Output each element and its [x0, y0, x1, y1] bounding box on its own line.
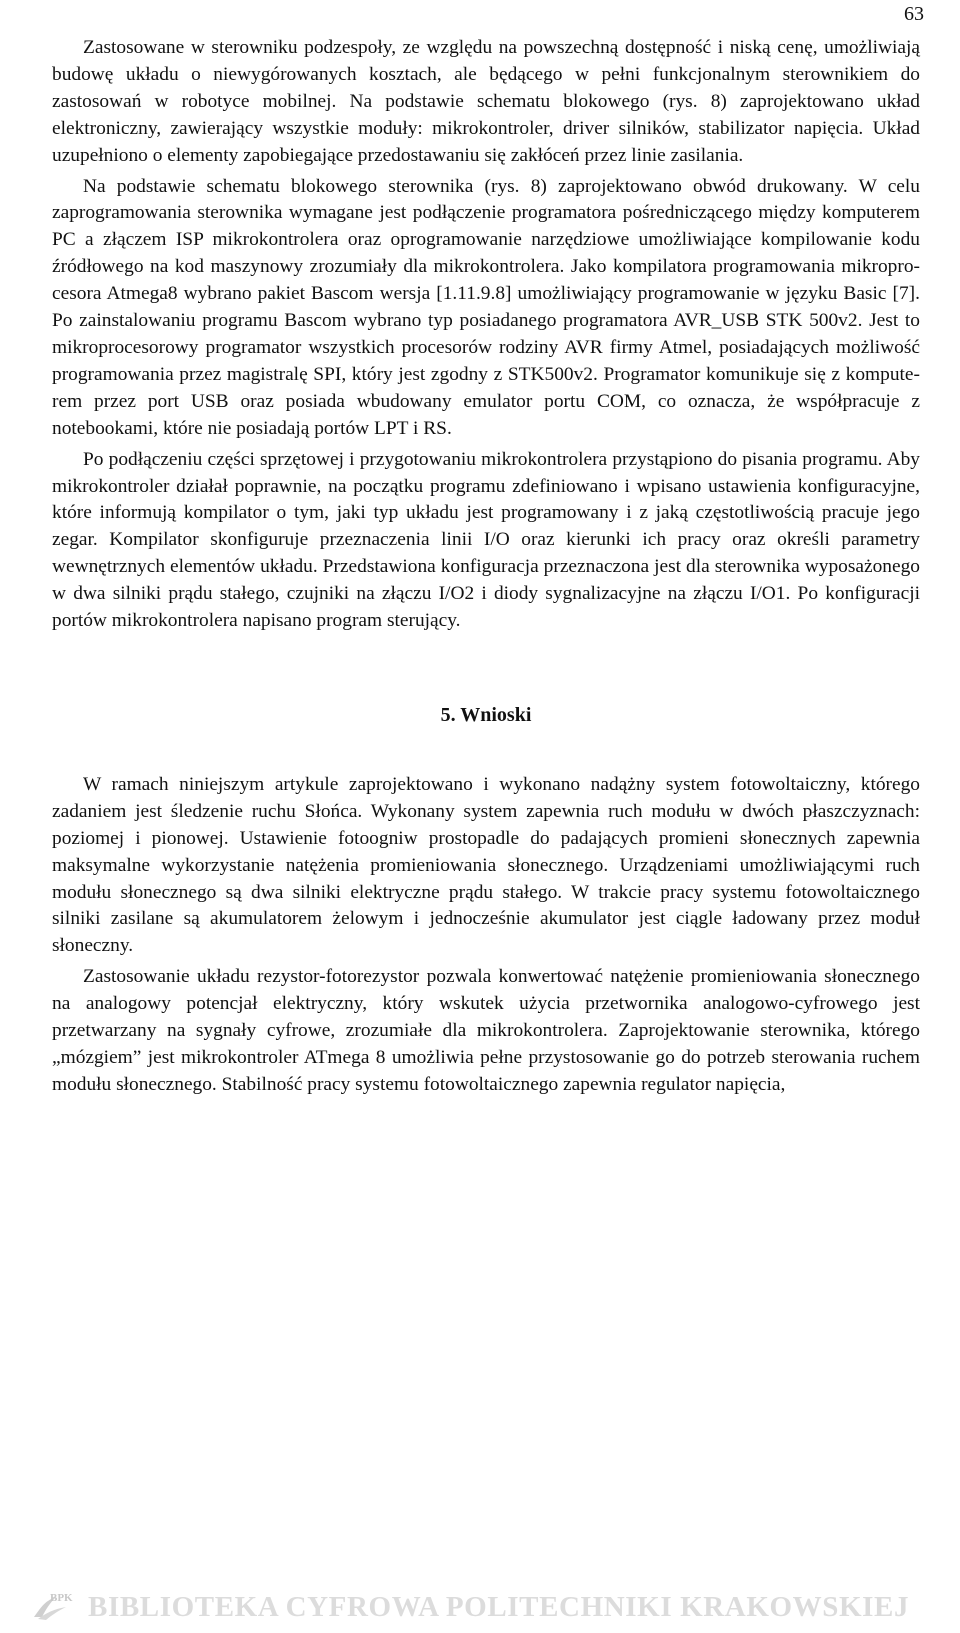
body-paragraph: Po podłączeniu części sprzętowej i przygotowaniu mikrokontrolera przystąpiono do pisania programu. Aby mikrokontroler działał poprawnie, na początku programu zdefiniowano i wpisano ustawienia konfiguracyjne, które informują kompilator o tym, jaki typ układu jest programowany i z jaką częstotliwością pracuje jego zegar. Kompilator skonfiguruje przeznaczenia linii I/O oraz kierunki ich pracy oraz określi parametry wewnętrznych elementów układu. Przedstawiona konfiguracja przeznaczona jest dla sterownika wyposażonego w dwa silniki prądu stałego, czujniki na złączu I/O2 i diody sygnalizacyjne na złączu I/O1. Po konfiguracji portów mikrokontrolera napisano program sterujący.	[52, 448, 920, 632]
body-paragraph: W ramach niniejszym artykule zaprojektowano i wykonano nadążny system fotowoltaiczny, którego zadaniem jest śledzenie ruchu Słońca. Wykonany system zapewnia ruch modułu w dwóch płaszczyznach: poziomej i pionowej. Ustawienie fotoogniw prostopadle do padających promieni słonecznych zapewnia maksymalne wykorzystanie natężenia promieniowania słonecznego. Urządzeniami umożliwiającymi ruch modułu słonecznego są dwa silniki elektryczne prądu stałego. W trakcie pracy systemu fotowoltaicznego silniki zasilane są akumulatorem żelowym i jednocześnie akumulator jest ciągle ładowany przez moduł słoneczny.	[52, 773, 920, 957]
body-paragraph: Zastosowane w sterowniku podzespoły, ze względu na powszechną dostępność i niską cenę, umożliwiają budowę układu o niewygórowanych kosztach, ale będącego w pełni funkcjonalnym sterownikiem do zastosowań w robotyce mobilnej. Na podstawie schematu blokowego (rys. 8) zaprojektowano układ elektroniczny, zawierający wszystkie moduły: mikrokontroler, driver silników, stabilizator napięcia. Układ uzupełniono o elementy zapobiegające przedostawaniu się zakłóceń przez linie zasilania.	[52, 37, 920, 166]
library-watermark	[28, 1587, 938, 1627]
svg-text:BPK: BPK	[50, 1592, 73, 1604]
watermark-text: BIBLIOTEKA CYFROWA POLITECHNIKI KRAKOWSKIEJ	[88, 1591, 910, 1623]
body-paragraph: Zastosowanie układu rezystor-fotorezystor pozwala konwertować natężenie promieniowania słonecznego na analogowy potencjał elektryczny, który wskutek użycia przetwornika analogowo-cyfrowego jest przetwarzany na sygnały cyfrowe, zrozumiałe dla mikrokontrolera. Zaprojektowanie sterownika, którego „mózgiem” jest mikrokontroler ATmega 8 umożliwia pełne przystosowanie go do potrzeb sterowania ruchem modułu słonecznego. Stabilność pracy systemu fotowoltaicznego zapewnia regulator napięcia,	[52, 966, 920, 1095]
library-logo-icon	[30, 1587, 82, 1623]
section-heading: 5. Wnioski	[440, 703, 532, 726]
page-number: 63	[904, 3, 924, 25]
page-body	[52, 35, 920, 1099]
body-paragraph: Na podstawie schematu blokowego sterownika (rys. 8) zaprojektowano obwód drukowany. W celu zaprogramowania sterownika wymagane jest podłączenie programatora pośredniczącego między komputerem PC a złączem ISP mikrokontrolera oraz oprogramowanie narzędziowe umożliwiające kompilowanie kodu źródłowego na kod maszynowy zrozumiały dla mikrokontrolera. Jako kompilatora programowania mikroprocesora Atmega8 wybrano pakiet Bascom wersja [1.11.9.8] umożliwiający programowanie w języku Basic [7]. Po zainstalowaniu programu Bascom wybrano typ posiadanego programatora AVR_USB STK 500v2. Jest to mikroprocesorowy programator wszystkich procesorów rodziny AVR firmy Atmel, posiadających możliwość programowania przez magistralę SPI, który jest zgodny z STK500v2. Programator komunikuje się z komputerem przez port USB oraz posiada wbudowany emulator portu COM, co oznacza, że współpracuje z notebookami, które nie posiadają portów LPT i RS.	[52, 175, 920, 439]
